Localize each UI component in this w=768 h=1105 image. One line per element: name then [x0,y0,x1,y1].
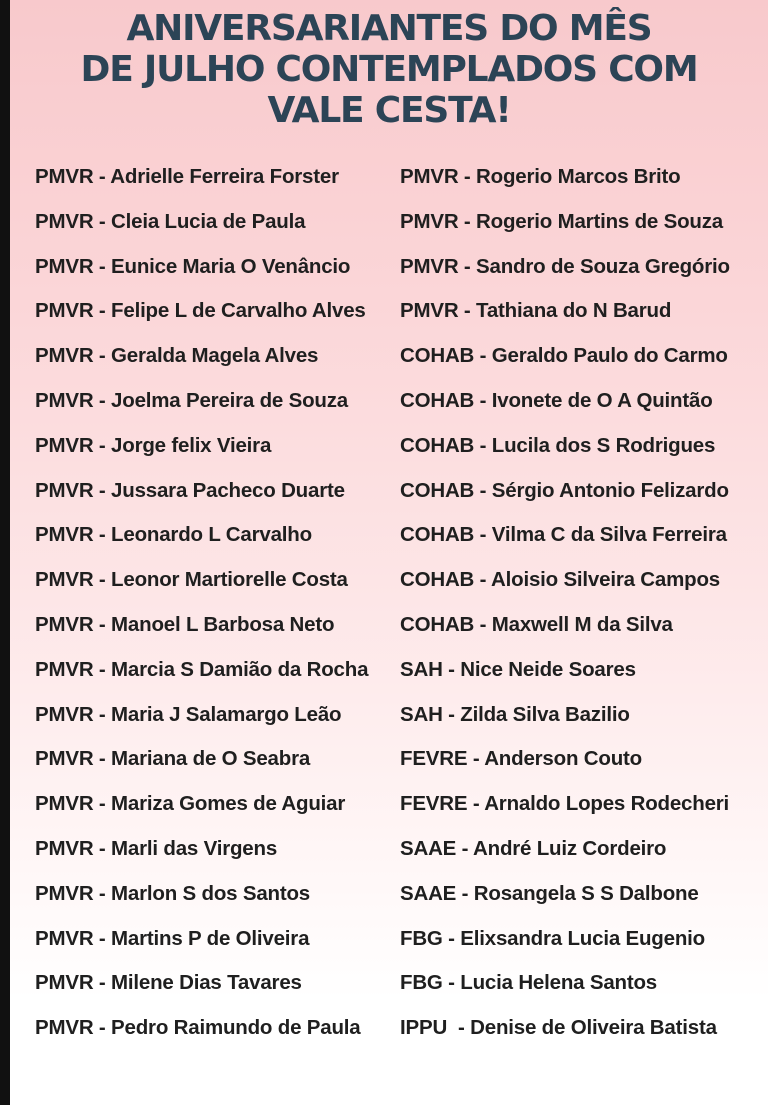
list-item: PMVR - Sandro de Souza Gregório [400,254,730,278]
list-item: PMVR - Eunice Maria O Venâncio [35,254,351,278]
list-item: SAH - Zilda Silva Bazilio [400,702,630,726]
list-item: PMVR - Milene Dias Tavares [35,971,302,995]
names-list-left [35,155,395,1051]
list-item: PMVR - Leonardo L Carvalho [35,523,312,547]
list-item: SAH - Nice Neide Soares [400,657,636,681]
list-item: PMVR - Geralda Magela Alves [35,344,319,368]
names-list-right [400,155,760,1051]
list-item: PMVR - Jussara Pacheco Duarte [35,478,345,502]
list-item: SAAE - André Luiz Cordeiro [400,836,667,860]
list-item: PMVR - Joelma Pereira de Souza [35,388,349,412]
list-item: PMVR - Cleia Lucia de Paula [35,209,306,233]
list-item: PMVR - Marlon S dos Santos [35,881,310,905]
title-line-1: ANIVERSARIANTES DO MÊS [126,8,652,49]
list-item: COHAB - Ivonete de O A Quintão [400,388,713,412]
list-item: FBG - Elixsandra Lucia Eugenio [400,926,705,950]
list-item: PMVR - Rogerio Marcos Brito [400,165,681,188]
list-item: PMVR - Tathiana do N Barud [400,299,672,323]
list-item: PMVR - Mariza Gomes de Aguiar [35,792,346,816]
list-item: PMVR - Felipe L de Carvalho Alves [35,299,366,323]
list-item: COHAB - Lucila dos S Rodrigues [400,433,716,457]
list-item: PMVR - Mariana de O Seabra [35,747,311,771]
list-item: SAAE - Rosangela S S Dalbone [400,881,699,905]
list-item: PMVR - Rogerio Martins de Souza [400,209,723,233]
list-item: FEVRE - Anderson Couto [400,747,642,771]
list-item: PMVR - Marli das Virgens [35,836,278,860]
list-item: PMVR - Leonor Martiorelle Costa [35,568,348,592]
list-item: PMVR - Pedro Raimundo de Paula [35,1016,361,1040]
title-line-3: VALE CESTA! [267,90,511,131]
image-left-edge [0,0,10,1105]
list-item: PMVR - Jorge felix Vieira [35,433,272,457]
list-item: FBG - Lucia Helena Santos [400,971,657,995]
list-item: PMVR - Manoel L Barbosa Neto [35,612,335,636]
title-line-2: DE JULHO CONTEMPLADOS COM [80,49,698,90]
list-item: COHAB - Vilma C da Silva Ferreira [400,523,727,547]
list-item: PMVR - Maria J Salamargo Leão [35,702,342,726]
list-item: COHAB - Maxwell M da Silva [400,612,673,636]
list-item: COHAB - Aloisio Silveira Campos [400,568,720,592]
list-item: PMVR - Marcia S Damião da Rocha [35,657,369,681]
list-item: IPPU - Denise de Oliveira Batista [400,1016,717,1040]
list-item: COHAB - Sérgio Antonio Felizardo [400,478,729,502]
list-item: FEVRE - Arnaldo Lopes Rodecheri [400,792,730,816]
page-title [10,8,768,131]
list-item: COHAB - Geraldo Paulo do Carmo [400,344,728,368]
list-item: PMVR - Martins P de Oliveira [35,926,310,950]
list-item: PMVR - Adrielle Ferreira Forster [35,165,339,188]
